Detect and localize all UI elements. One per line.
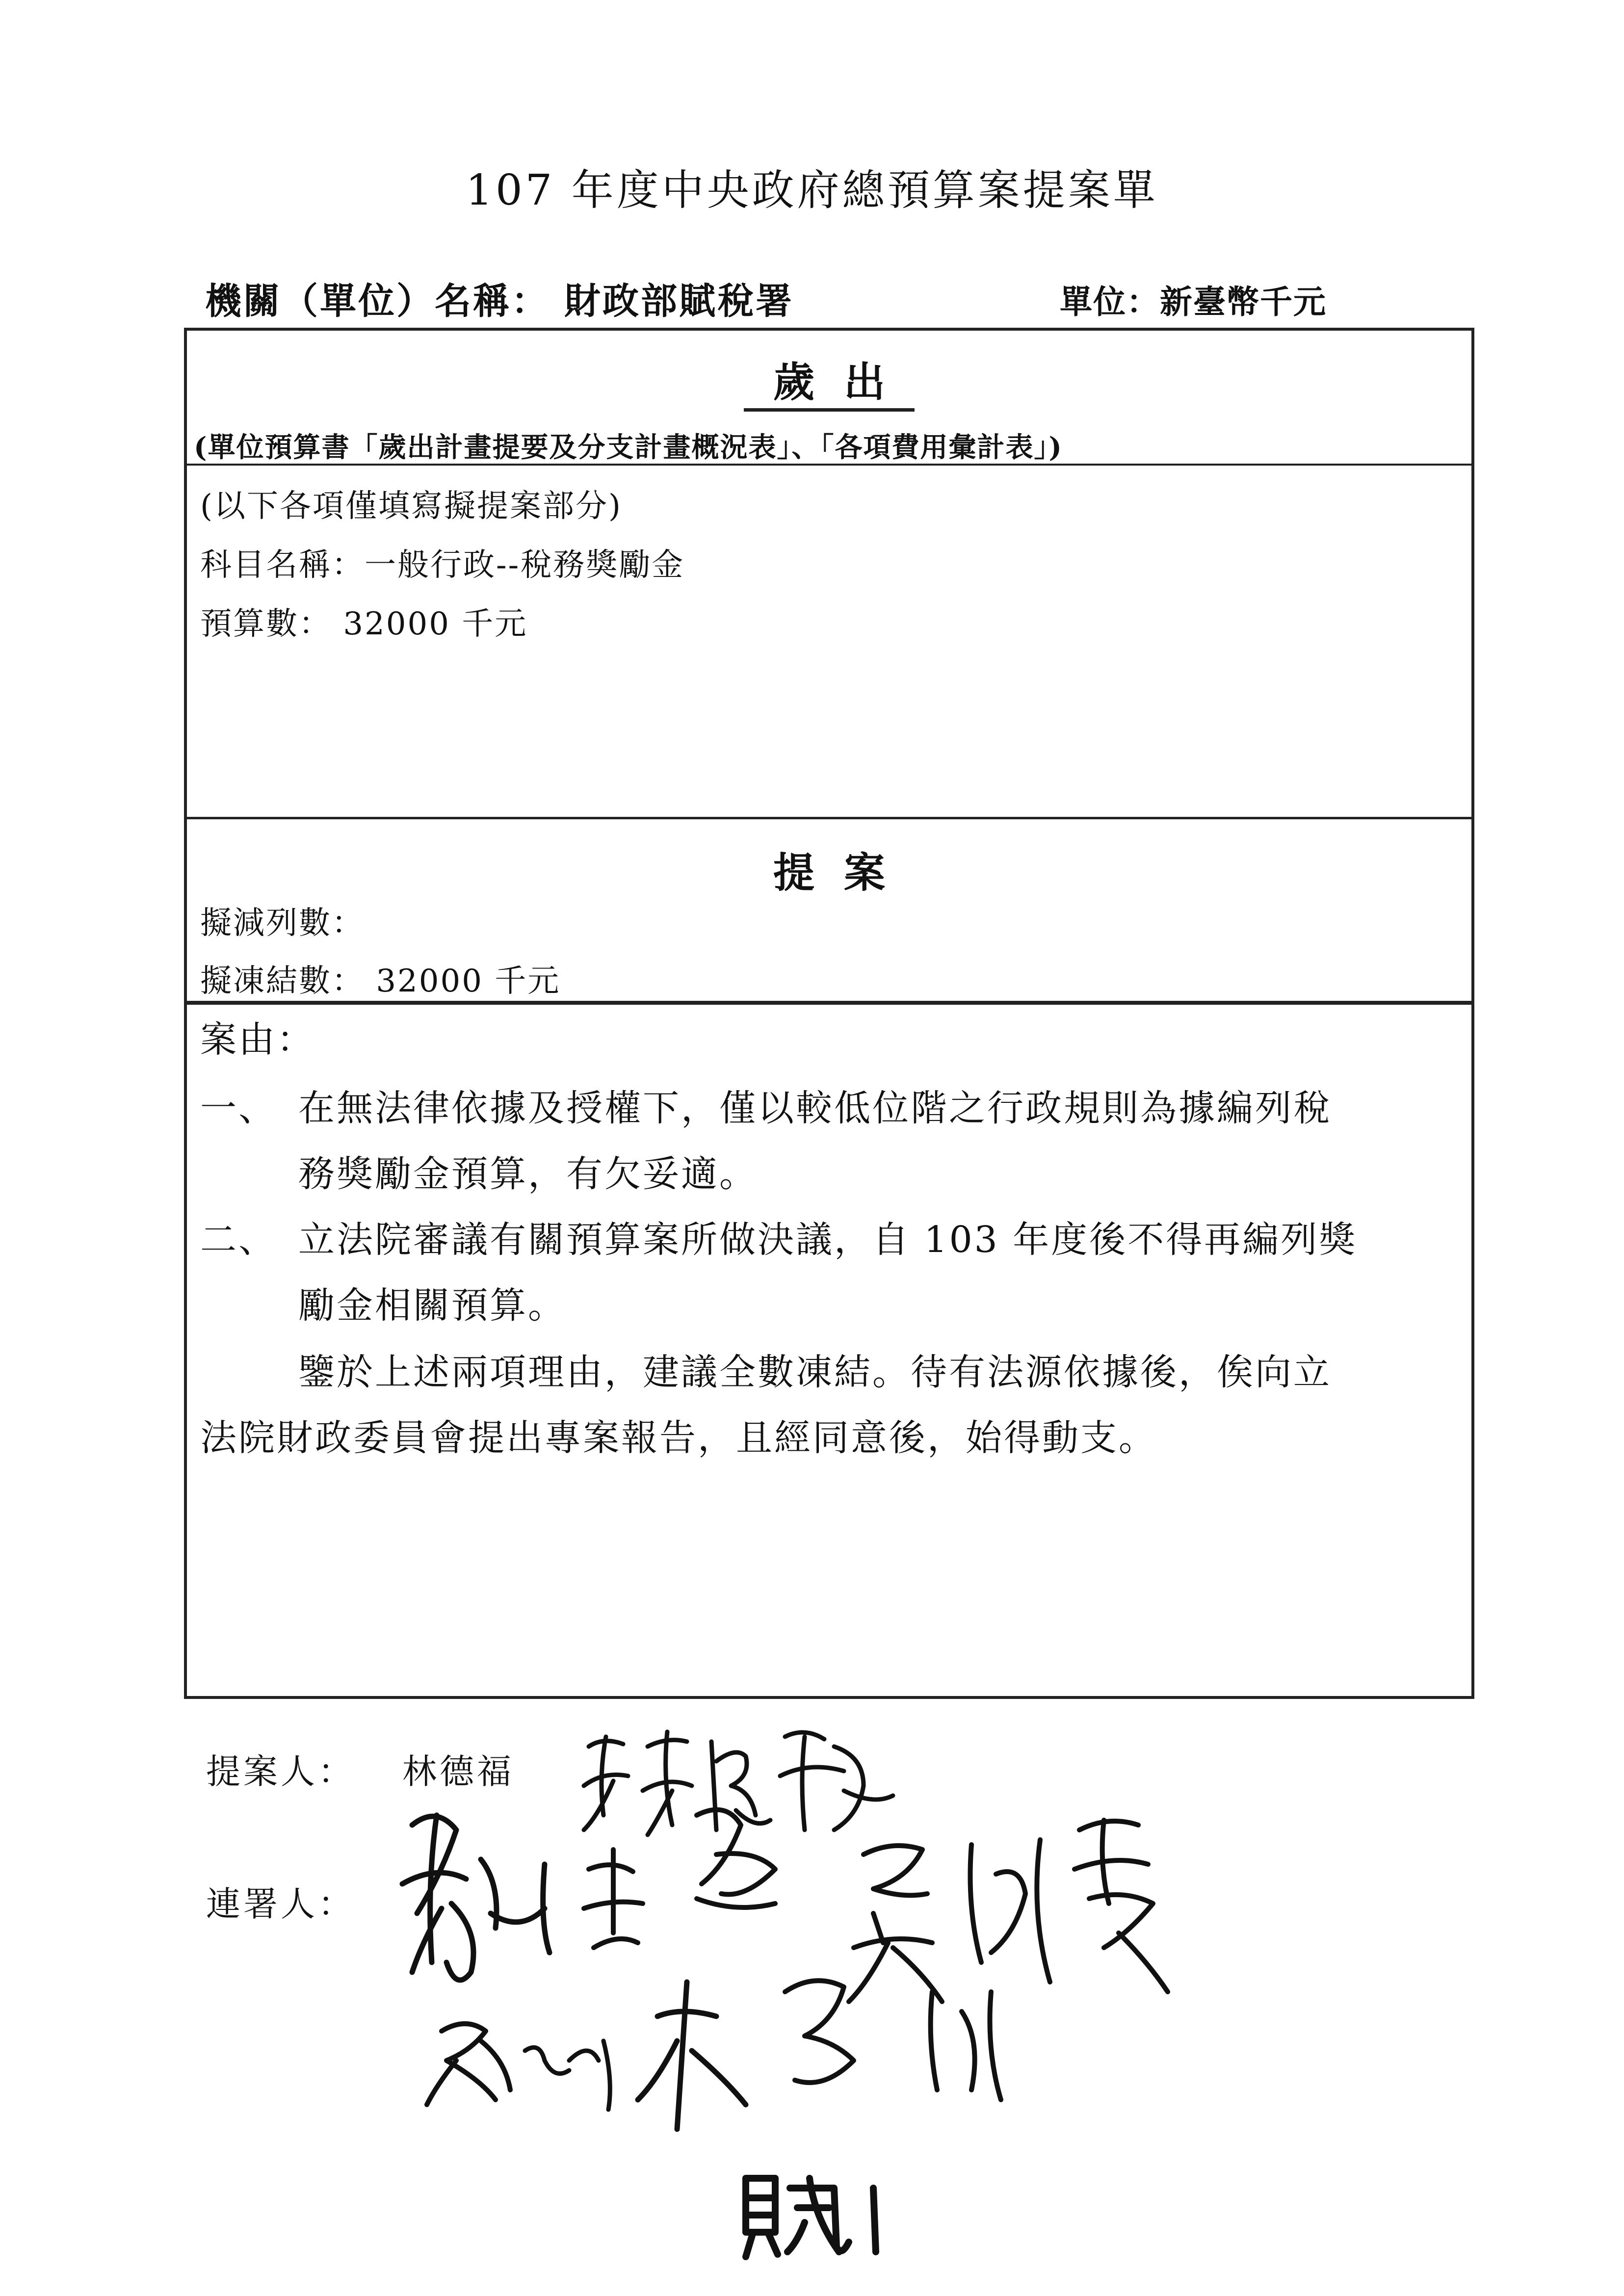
proposer-name: 林德福 bbox=[402, 1751, 514, 1792]
agency-value: 財政部賦稅署 bbox=[564, 280, 794, 322]
cosigner-signatures bbox=[383, 1786, 1315, 2139]
proposer-label: 提案人： bbox=[206, 1751, 355, 1792]
proposal-heading: 提案 bbox=[773, 848, 915, 897]
reason-item1-line2: 務獎勵金預算，有欠妥適。 bbox=[298, 1153, 758, 1195]
form-frame bbox=[184, 328, 1474, 1699]
agency-label: 機關（單位）名稱： bbox=[205, 280, 550, 322]
cosigners-label: 連署人： bbox=[206, 1884, 355, 1924]
proposed-reduction: 擬減列數： bbox=[200, 905, 365, 941]
page-mark-stamp bbox=[736, 2159, 893, 2267]
reason-label: 案由： bbox=[200, 1018, 315, 1061]
reason-item1-marker: 一、 bbox=[200, 1087, 277, 1129]
reason-item1-line1: 在無法律依據及授權下，僅以較低位階之行政規則為據編列稅 bbox=[298, 1087, 1332, 1129]
agency-line bbox=[205, 272, 794, 324]
reason-item2-line2: 勵金相關預算。 bbox=[298, 1284, 566, 1327]
reason-conclusion-line1: 鑒於上述兩項理由，建議全數凍結。待有法源依據後，俟向立 bbox=[298, 1351, 1332, 1393]
divider-reason-section bbox=[184, 1001, 1474, 1005]
budget-amount: 預算數： 32000 千元 bbox=[200, 606, 528, 642]
reason-conclusion-line2: 法院財政委員會提出專案報告，且經同意後，始得動支。 bbox=[200, 1417, 1157, 1459]
reason-item2-marker: 二、 bbox=[200, 1219, 277, 1261]
reason-item2-line1: 立法院審議有關預算案所做決議，自 103 年度後不得再編列獎 bbox=[298, 1219, 1358, 1261]
currency-unit: 單位：新臺幣千元 bbox=[1060, 283, 1327, 321]
account-name: 科目名稱：一般行政--稅務獎勵金 bbox=[200, 547, 685, 583]
divider-proposal-section bbox=[184, 817, 1474, 819]
expenditure-source-note: (單位預算書「歲出計畫提要及分支計畫概況表」、「各項費用彙計表」) bbox=[194, 431, 1063, 464]
fill-instruction: (以下各項僅填寫擬提案部分) bbox=[200, 488, 622, 524]
document-title: 107 年度中央政府總預算案提案單 bbox=[466, 166, 1158, 215]
expenditure-heading: 歲出 bbox=[184, 349, 1474, 409]
proposed-freeze: 擬凍結數： 32000 千元 bbox=[200, 963, 561, 999]
